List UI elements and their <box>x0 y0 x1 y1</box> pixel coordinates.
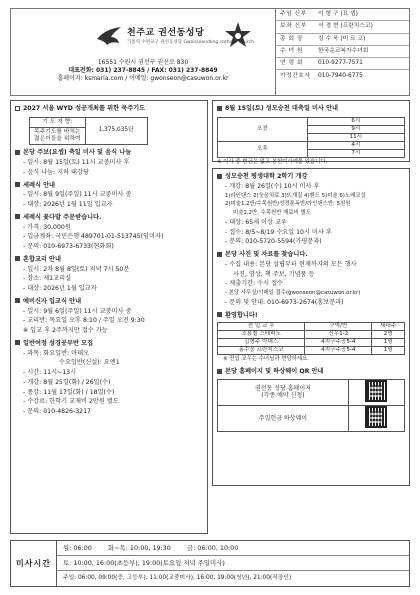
bullet-icon <box>217 174 222 179</box>
notice-title: 세례식 안내 <box>15 181 203 191</box>
mass-saturday: 토: 10:00, 16:00(초등부), 19:00(토요일 저녁 주일미사) <box>57 556 409 571</box>
bullet-icon <box>15 340 20 345</box>
info-row: 총 회 장 정 수 욱 (미 르 코) <box>276 34 409 46</box>
mass-schedule-body <box>57 541 409 586</box>
bullet-icon <box>217 312 222 317</box>
bulletin-header <box>10 8 410 96</box>
bullet-icon <box>15 150 20 155</box>
table-row: 조용철 스테파노 신우1-2 2명 <box>218 331 405 339</box>
church-web: 홈페이지: ksmaria.com / 이메일: gwonseon@casuwon.or.kr <box>57 75 229 82</box>
notice-title: 8월 15일(토) 성모승천 대축일 미사 안내 <box>217 104 405 114</box>
notice-title: 일반여정 성경공부반 모집 <box>15 339 203 349</box>
dove-logo-icon <box>95 23 123 51</box>
wyd-title: 2027 서울 WYD 성공개최를 위한 묵주기도 <box>15 104 203 114</box>
assumption-mass-section: 8월 15일(토) 성모승천 대축일 미사 안내 오전 6시 9시 11시 오후 4시 7시 ※ 이사 중 현금은 없고 봉헌미사예물 있습니다. <box>212 100 410 162</box>
notice-section: 2027 서울 WYD 성공개최를 위한 묵주기도 기 도 지 향: 1,375,035단 목주기도를 바치는 젊은이들을 위하여 본당 주보(요셉) 축일 미사 및 음식 나눔 - 일시: 8월 15일(토) 11시 교중미사 후 - 음식 나눔: 지하 대강당 세례식 안내 - 일시: 8월 9일(주일) 11시 교중미사 중 - 대상: 2026년 1월 11일 입교자 세례식 꽃다발 주문받습니다. - 가격: 30,000원 - 입금계좌: 국민은행 489701-01-513745(임미자) - 문의: 010-6973-6733(현화회) 혼합교리 안내 - 일시: 2차 8월 8일(토) 저녁 7시 50분 - 장소: 제1교리실 - 대상: 2026년 1월 입교자 예비신자 입교식 안내 - 일시: 9월 6일(주일) 11시 교중미사 중 - 교리반: 목요일 오후 8:10 / 주일 오전 9:30 ※ 입교 후 2주까지만 접수 가능 일반여정 성경공부반 모집 - 과목: 화요일반: 마태오 수요일반(신설): 요엔1 - 시간: 11시~13시 - 개강: 8월 25일(화) / 26일(수) - 종강: 11월 17일(화) / 18일(수) - 수강료: 한학기 교재비 2만원 별도 - 문의: 010-4826-3217 <box>10 100 208 534</box>
notice-title: 성모승천 평생대학 2학기 개강 <box>217 172 405 182</box>
mass-weekday: 월: 06:00 화~목: 10:00, 19:30 금: 06:00, 10:00 <box>57 541 409 556</box>
right-column <box>212 100 410 486</box>
bullet-icon <box>217 106 222 111</box>
mass-schedule-label: 미사시간 <box>11 541 57 586</box>
church-brand <box>11 9 275 95</box>
bullet-icon <box>217 252 222 257</box>
bullet-icon <box>15 256 20 261</box>
welcome-table: 전 입 교 우 구역/반 세대주 조용철 스테파노 신우1-2 2명 김형주 아녜스 4지구주공5-4 1명 홍수웅 프란치스코 4지구주공5-4 1명 <box>217 322 405 355</box>
qr-code-icon[interactable] <box>365 380 387 402</box>
notice-title: 혼합교리 안내 <box>15 255 203 265</box>
star-emblem-icon <box>223 21 253 51</box>
senior-college-section: 성모승천 평생대학 2학기 개강 - 개강: 8월 26일(수) 10시 미사 후 1)라인댄스 2)웃음치료 3)뜨개질 4)밴드 5)미술 6)노래교실 2)미술1,2반/수목원반/성경통독반/라인댄스반: 5천원 미술1,2반, 수목원반 재료비 별도 - 대상: 65세 이상 교우 - 접수: 8/5~8/19 수요일 10시 미사 후 - 문의: 010-5720-5594(가평분과) 본당 사진 및 자료를 찾습니다. - 수집 내용: 본당 설립부터 현재까지의 모든 행사 사진, 영상, 책 주보, 기념품 등 - 제출기간: 수시 접수 - 본당 사무실/이메일 접수(gwonseon@casuwon.or.kr) - 문의 및 안내: 010-6973-2674(홍보분과) 환영합니다! 전 입 교 우 구역/반 세대주 조용철 스테파노 신우1-2 2명 김형주 아녜스 4지구주공5-4 1명 홍수웅 프란치스코 4지구주공5-4 1명 ※ 전입 교우는 수녀님과 면담하세요. 본당 홈페이지 및 하상웨이 QR 안내 권선동 성당 홈페이지 (각종 예약 신청) 주일헌금 하상웨이 <box>212 168 410 486</box>
notice-title: 예비신자 입교식 안내 <box>15 297 203 307</box>
bullet-icon <box>15 182 20 187</box>
church-address: 16551 수원시 권선구 권선로 830 <box>97 59 189 66</box>
info-row: 보좌 신부 서 경 현 (프란치스코) <box>276 21 409 33</box>
table-row: 김형주 아녜스 4지구주공5-4 1명 <box>218 339 405 347</box>
qr-table: 권선동 성당 홈페이지 (각종 예약 신청) 주일헌금 하상웨이 <box>217 379 405 432</box>
info-row: 연 령 회 010-9277-7571 <box>276 58 409 70</box>
notice-title: 환영합니다! <box>217 311 405 321</box>
notice-title: 본당 주보(요셉) 축일 미사 및 음식 나눔 <box>15 148 203 158</box>
bullet-icon <box>217 369 222 374</box>
staff-info-table <box>275 9 409 95</box>
assumption-mass-table: 오전 6시 9시 11시 오후 4시 7시 <box>217 117 405 158</box>
mass-sunday: 주일: 06:00, 09:00(중, 고등부), 11:00(교중미사), 16:00, 19:00(청년), 21:00(직장인) <box>63 574 292 581</box>
info-row: 수 녀 원 한국순교복자수녀회 <box>276 46 409 58</box>
church-subtitle: 가톨릭 수원교구 권선동성당 Gwonseondong catholic church <box>127 40 254 45</box>
table-row: 홍수웅 프란치스코 4지구주공5-4 1명 <box>218 347 405 355</box>
notice-title: 세례식 꽃다발 주문받습니다. <box>15 213 203 223</box>
info-row: 가정간호사 010-7940-6775 <box>280 73 363 80</box>
left-column <box>10 100 208 534</box>
info-row: 주임 신부 이 형 구 (요 셉) <box>276 9 409 21</box>
bullet-icon <box>15 298 20 303</box>
bullet-icon <box>15 106 20 111</box>
notice-title: 본당 홈페이지 및 하상웨이 QR 안내 <box>217 367 405 377</box>
wyd-rosary-table: 기 도 지 향: 1,375,035단 목주기도를 바치는 젊은이들을 위하여 <box>29 117 148 146</box>
qr-code-icon[interactable] <box>365 406 387 428</box>
bullet-icon <box>15 214 20 219</box>
notice-title: 본당 사진 및 자료를 찾습니다. <box>217 250 405 260</box>
church-name: 천주교 권선동성당 <box>127 28 205 38</box>
mass-schedule <box>10 540 410 587</box>
church-contact: 대표전화: 031) 237-8845 / FAX: 031) 237-8849 <box>68 67 218 74</box>
